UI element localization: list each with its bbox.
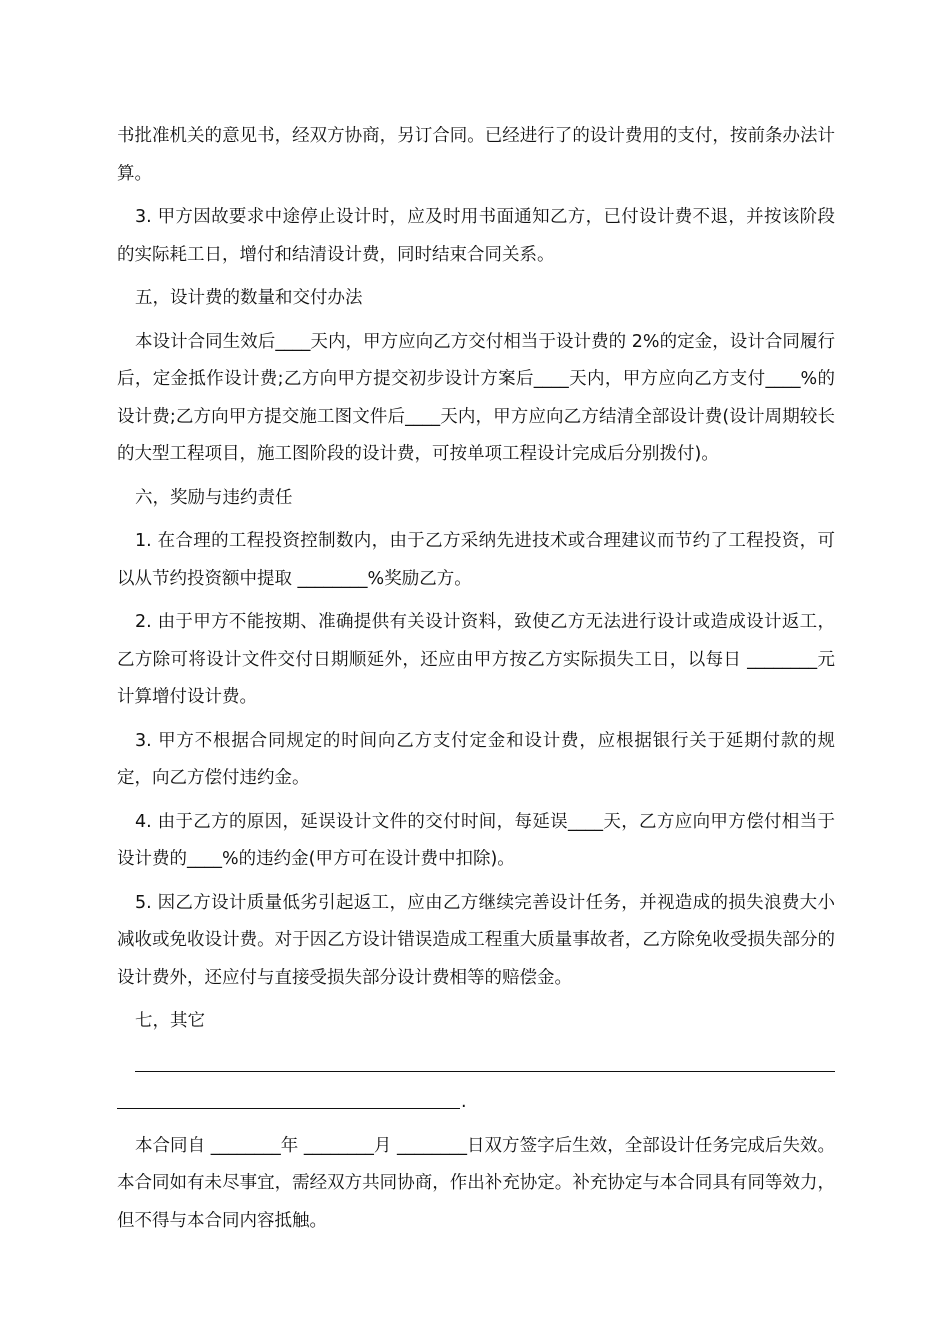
clause-5-body: 本设计合同生效后____天内，甲方应向乙方交付相当于设计费的 2%的定金，设计合同履行后，定金抵作设计费;乙方向甲方提交初步设计方案后____天内，甲方应向乙方支付____%的设计费;乙方向甲方提交施工图文件后____天内，甲方应向乙方结清全部设计费(设计周期较长的大型工程项目，施工图阶段的设计费，可按单项工程设计完成后分别拨付)。 <box>117 331 835 464</box>
section-heading-5: 五，设计费的数量和交付办法 <box>135 288 363 308</box>
clause-6-1: 1. 在合理的工程投资控制数内，由于乙方采纳先进技术或合理建议而节约了工程投资，可以从节约投资额中提取 ________%奖励乙方。 <box>117 531 835 589</box>
clause-6-3: 3. 甲方不根据合同规定的时间向乙方支付定金和设计费，应根据银行关于延期付款的规定，向乙方偿付违约金。 <box>117 730 835 788</box>
document-page <box>117 118 835 1240</box>
blank-line-2 <box>117 1084 835 1122</box>
clause-6-5: 5. 因乙方设计质量低劣引起返工，应由乙方继续完善设计任务，并视造成的损失浪费大小减收或免收设计费。对于因乙方设计错误造成工程重大质量事故者，乙方除免收受损失部分的设计费外，还应付与直接受损失部分设计费相等的赔偿金。 <box>117 892 835 988</box>
section-heading-6: 六，奖励与违约责任 <box>135 487 293 508</box>
effective-date-clause: 本合同自 ________年 ________月 ________日双方签字后生效，全部设计任务完成后失效。本合同如有未尽事宜，需经双方共同协商，作出补充协定。补充协定与本合同具有同等效力，但不得与本合同内容抵触。 <box>117 1135 835 1231</box>
clause-6-2: 2. 由于甲方不能按期、准确提供有关设计资料，致使乙方无法进行设计或造成设计返工，乙方除可将设计文件交付日期顺延外，还应由甲方按乙方实际损失工日，以每日 ________元计算增付设计费。 <box>117 612 835 707</box>
paragraph-continuation: 书批准机关的意见书，经双方协商，另订合同。已经进行了的设计费用的支付，按前条办法计算。 <box>117 126 835 184</box>
section-heading-7: 七，其它 <box>135 1011 205 1031</box>
blank-fill-lines <box>117 1047 835 1122</box>
clause-6-4: 4. 由于乙方的原因，延误设计文件的交付时间，每延误____天，乙方应向甲方偿付相当于设计费的____%的违约金(甲方可在设计费中扣除)。 <box>117 811 835 869</box>
blank-line-1 <box>117 1047 835 1085</box>
line-end-mark: . <box>461 1092 467 1112</box>
clause-4-3: 3. 甲方因故要求中途停止设计时，应及时用书面通知乙方，已付设计费不退，并按该阶段的实际耗工日，增付和结清设计费，同时结束合同关系。 <box>117 207 835 265</box>
